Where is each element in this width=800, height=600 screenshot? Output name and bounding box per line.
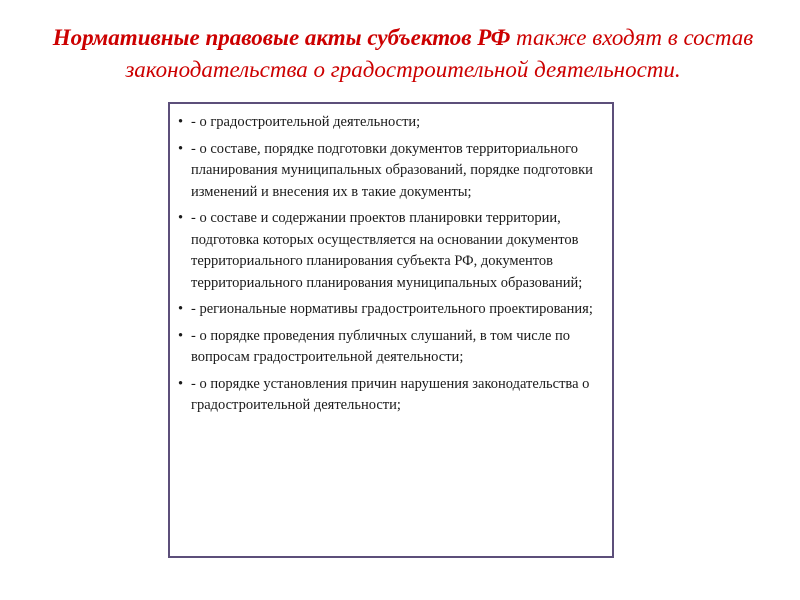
list-item-text: - о порядке установления причин нарушения законодательства о градостроительной деятельности;: [191, 375, 590, 413]
bullet-list: [170, 112, 612, 422]
slide-title-bold: Нормативные правовые акты субъектов РФ: [52, 25, 511, 50]
list-item: [170, 208, 602, 294]
list-item: [170, 299, 602, 321]
slide-title-rest: также входят в состав законодательства о градостроительной деятельности.: [125, 25, 754, 82]
list-item-text: - о составе и содержании проектов планировки территории, подготовка которых осуществляется на основании документов территориального планирования субъекта РФ, документов территориального планирования муниципальных образований;: [191, 210, 583, 291]
list-item: [170, 112, 602, 134]
bullet-icon: •: [178, 301, 184, 317]
list-item-text: - о порядке проведения публичных слушаний, в том числе по вопросам градостроительной деятельности;: [191, 327, 571, 365]
bullet-icon: •: [178, 375, 184, 392]
list-item-text: - о градостроительной деятельности;: [191, 114, 421, 130]
bullet-icon: •: [178, 114, 184, 130]
list-item-text: - региональные нормативы градостроительного проектирования;: [191, 301, 593, 317]
bullet-icon: •: [178, 327, 184, 344]
slide-title: [28, 22, 778, 86]
list-item: [170, 374, 602, 417]
bullet-icon: •: [178, 140, 184, 157]
bullet-icon: •: [178, 210, 184, 226]
list-item: [170, 326, 602, 369]
content-box: [168, 102, 614, 558]
list-item: [170, 139, 602, 204]
list-item-text: - о составе, порядке подготовки документов территориального планирования муниципальных образований, порядке подготовки изменений и внесения их в такие документы;: [191, 140, 593, 200]
